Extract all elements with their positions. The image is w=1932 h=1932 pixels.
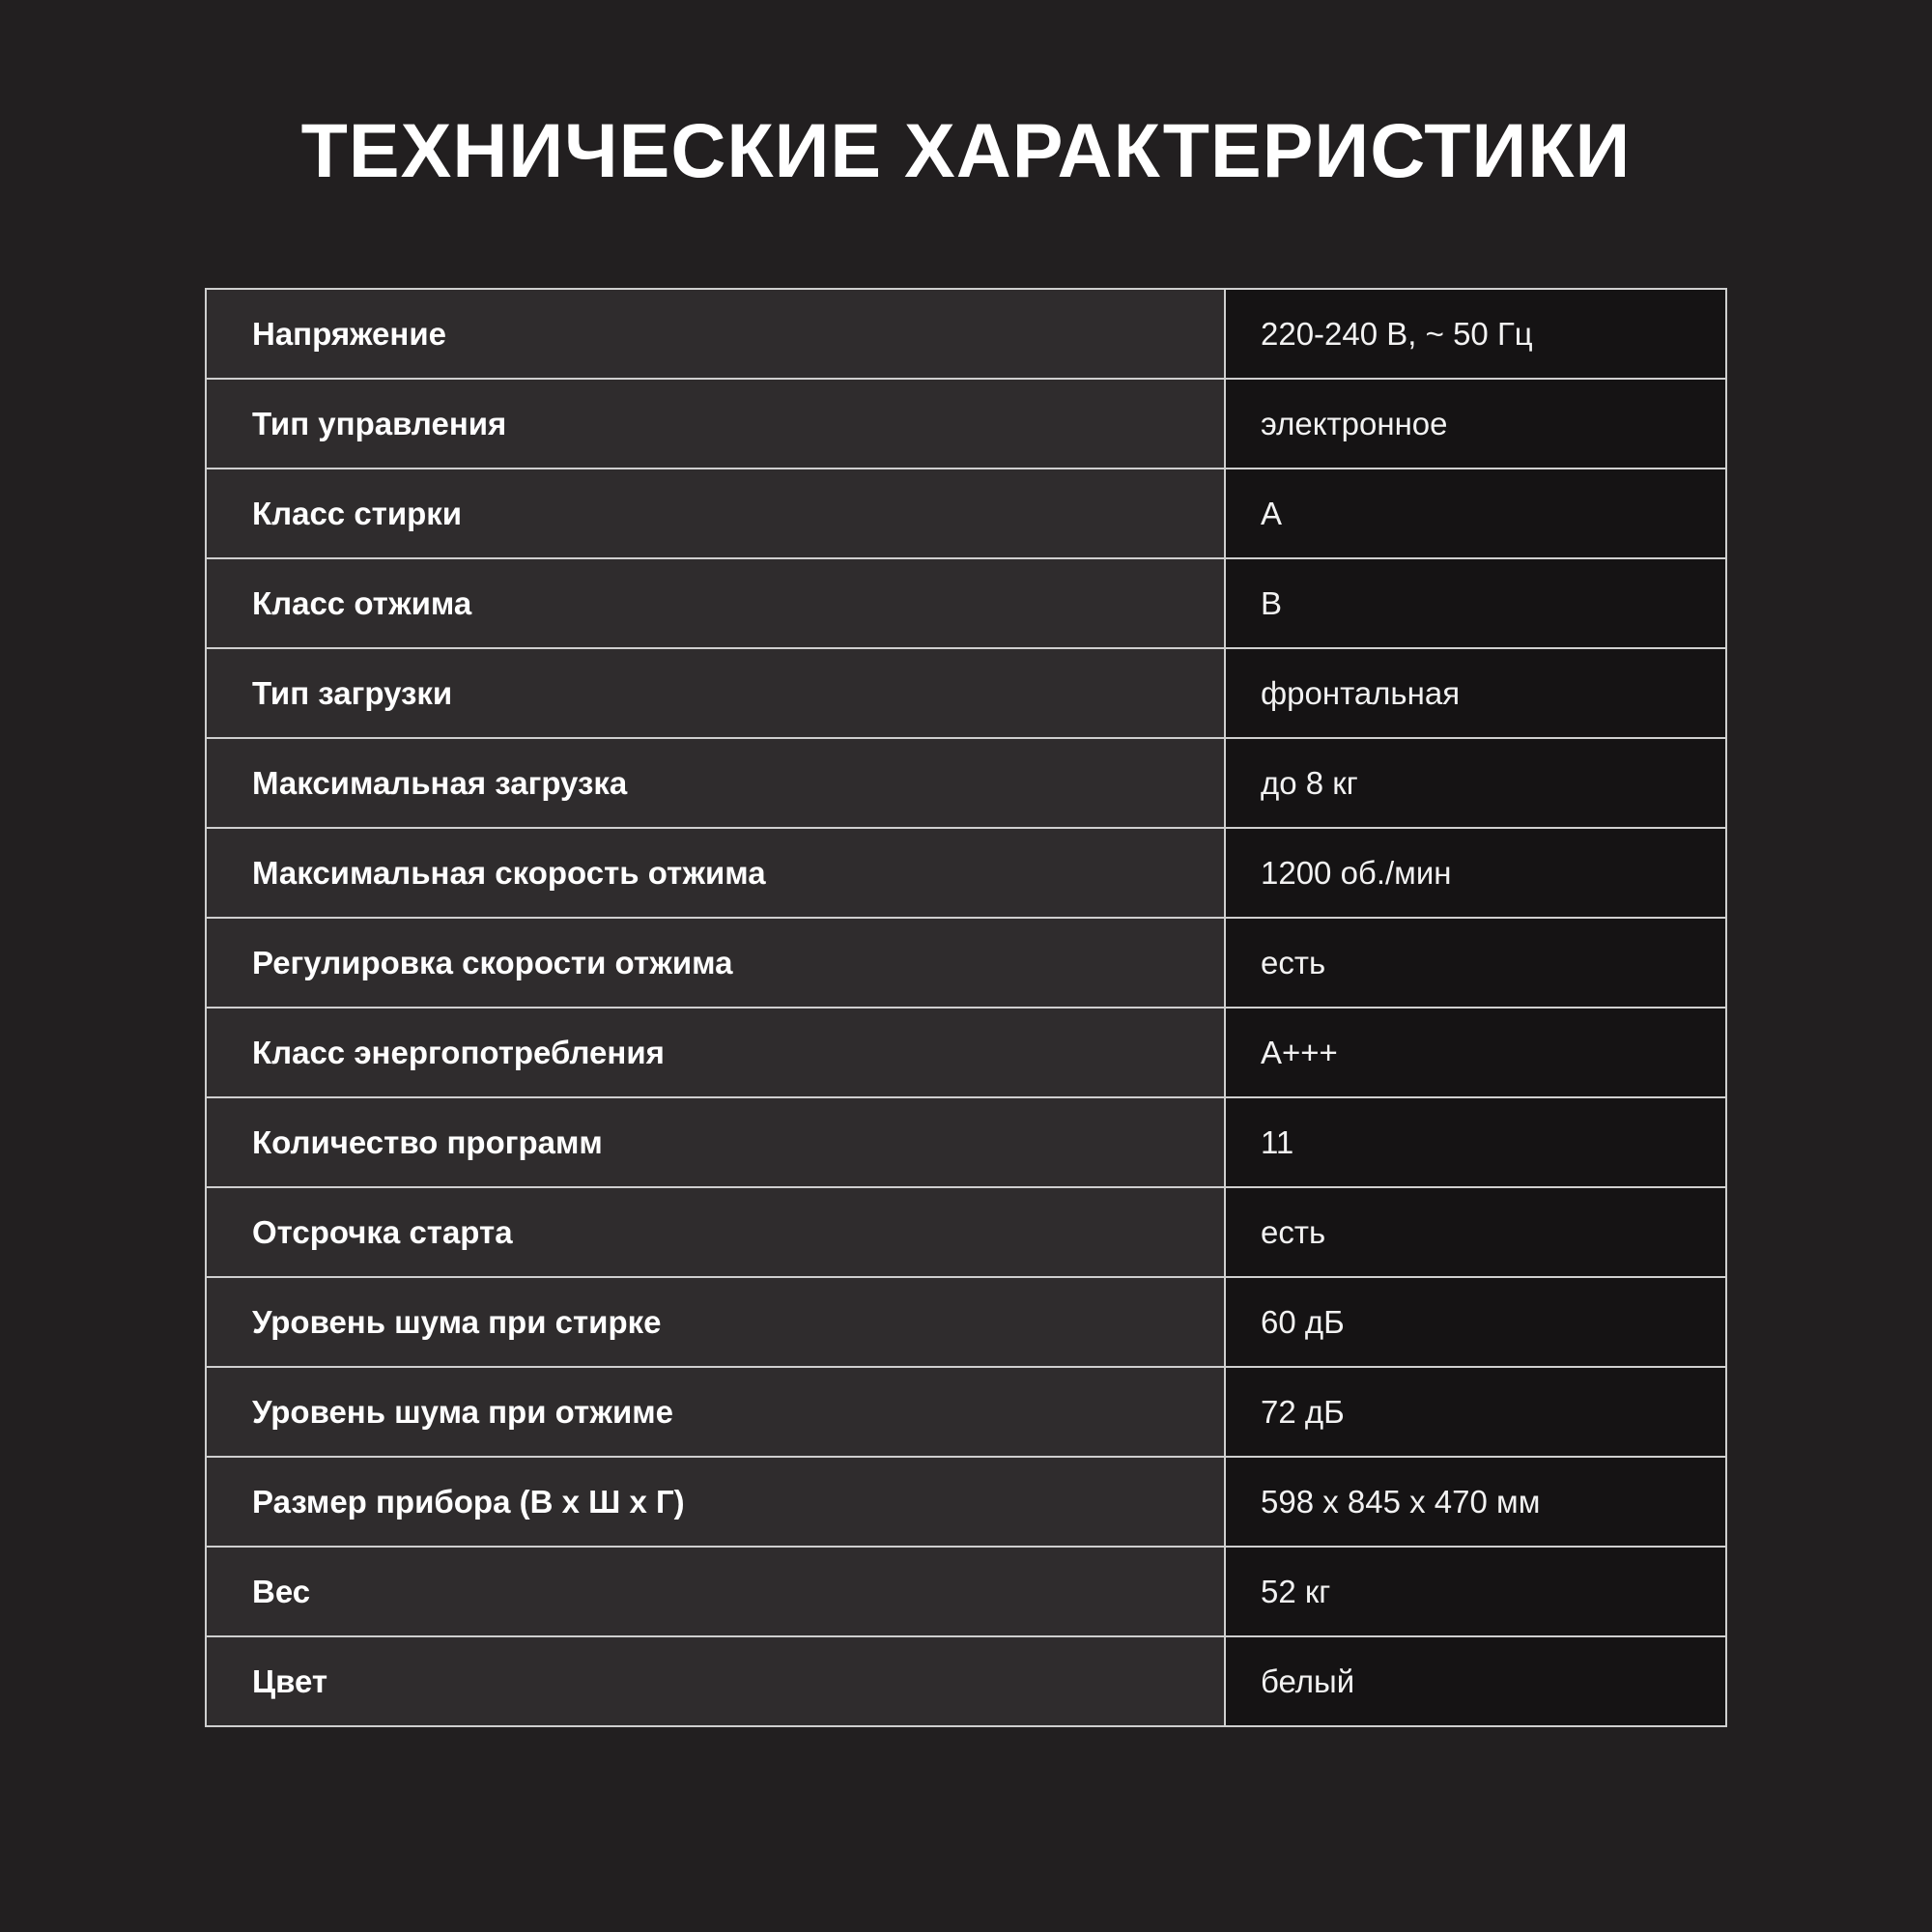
spec-value: есть: [1225, 918, 1726, 1008]
specifications-table: [205, 288, 1727, 1727]
table-row: [206, 1547, 1726, 1636]
spec-value: В: [1225, 558, 1726, 648]
table-row: [206, 1636, 1726, 1726]
spec-value: 60 дБ: [1225, 1277, 1726, 1367]
table-row: [206, 1277, 1726, 1367]
spec-param-label: Количество программ: [206, 1097, 1225, 1187]
table-row: [206, 1097, 1726, 1187]
spec-value: есть: [1225, 1187, 1726, 1277]
spec-param-label: Цвет: [206, 1636, 1225, 1726]
spec-param-label: Регулировка скорости отжима: [206, 918, 1225, 1008]
table-row: [206, 289, 1726, 379]
spec-value: А+++: [1225, 1008, 1726, 1097]
spec-param-label: Отсрочка старта: [206, 1187, 1225, 1277]
spec-value: электронное: [1225, 379, 1726, 469]
spec-value: 1200 об./мин: [1225, 828, 1726, 918]
spec-param-label: Максимальная скорость отжима: [206, 828, 1225, 918]
table-row: [206, 558, 1726, 648]
spec-value: фронтальная: [1225, 648, 1726, 738]
table-row: [206, 1008, 1726, 1097]
spec-param-label: Тип управления: [206, 379, 1225, 469]
spec-param-label: Максимальная загрузка: [206, 738, 1225, 828]
spec-value: 72 дБ: [1225, 1367, 1726, 1457]
spec-param-label: Вес: [206, 1547, 1225, 1636]
table-row: [206, 1187, 1726, 1277]
spec-param-label: Класс энергопотребления: [206, 1008, 1225, 1097]
spec-param-label: Класс стирки: [206, 469, 1225, 558]
spec-param-label: Напряжение: [206, 289, 1225, 379]
spec-param-label: Уровень шума при отжиме: [206, 1367, 1225, 1457]
spec-value: 598 х 845 х 470 мм: [1225, 1457, 1726, 1547]
table-row: [206, 1367, 1726, 1457]
spec-param-label: Тип загрузки: [206, 648, 1225, 738]
spec-param-label: Класс отжима: [206, 558, 1225, 648]
spec-value: А: [1225, 469, 1726, 558]
table-row: [206, 648, 1726, 738]
spec-value: 52 кг: [1225, 1547, 1726, 1636]
page-title: ТЕХНИЧЕСКИЕ ХАРАКТЕРИСТИКИ: [300, 107, 1632, 193]
table-row: [206, 918, 1726, 1008]
spec-value: до 8 кг: [1225, 738, 1726, 828]
table-row: [206, 469, 1726, 558]
table-row: [206, 379, 1726, 469]
spec-value: 11: [1225, 1097, 1726, 1187]
spec-param-label: Размер прибора (В х Ш х Г): [206, 1457, 1225, 1547]
spec-param-label: Уровень шума при стирке: [206, 1277, 1225, 1367]
spec-value: белый: [1225, 1636, 1726, 1726]
spec-value: 220-240 В, ~ 50 Гц: [1225, 289, 1726, 379]
table-row: [206, 1457, 1726, 1547]
table-row: [206, 738, 1726, 828]
table-row: [206, 828, 1726, 918]
